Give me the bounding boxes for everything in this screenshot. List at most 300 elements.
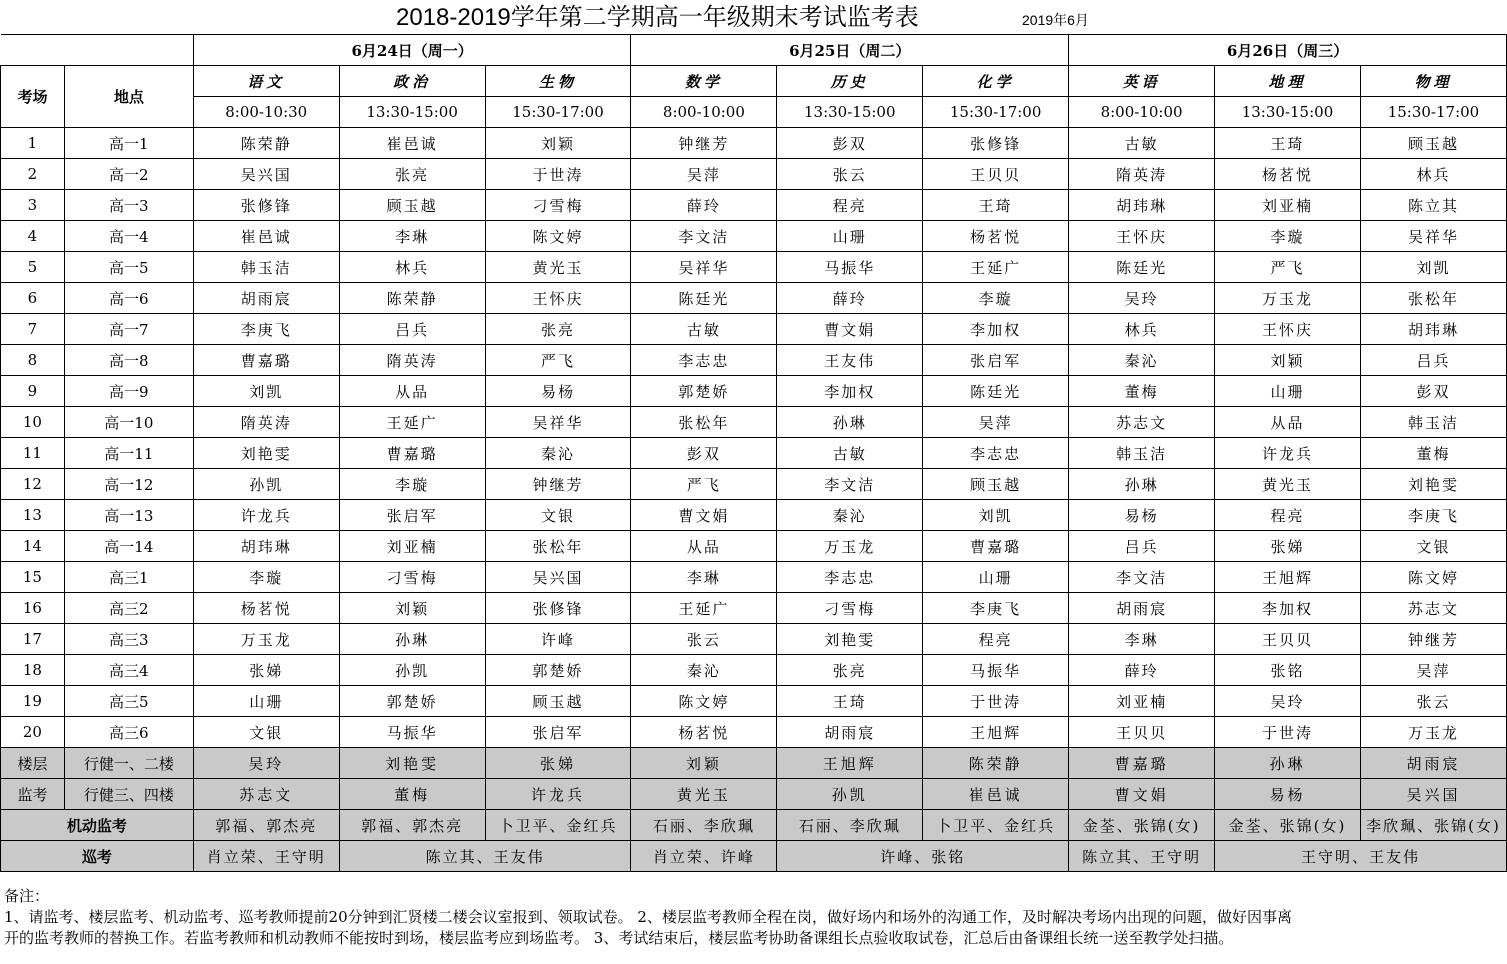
proctor-name: 杨茗悦	[923, 221, 1069, 252]
room-number: 18	[1, 655, 65, 686]
table-row	[1, 252, 1507, 283]
proctor-name: 林兵	[1069, 314, 1215, 345]
floor-label: 楼层	[1, 748, 65, 779]
proctor-name: 秦沁	[485, 438, 631, 469]
proctor-name: 黄光玉	[485, 252, 631, 283]
proctor-name: 王琦	[923, 190, 1069, 221]
proctor-name: 山珊	[923, 562, 1069, 593]
proctor-name: 董梅	[1360, 438, 1506, 469]
room-number: 16	[1, 593, 65, 624]
subject-header: 地理	[1215, 66, 1361, 97]
proctor-name: 李璇	[193, 562, 339, 593]
proctor-name: 李琳	[631, 562, 777, 593]
day-header: 6月26日（周三）	[1069, 35, 1507, 66]
proctor-name: 易杨	[1069, 500, 1215, 531]
proctor-name: 韩玉洁	[193, 252, 339, 283]
proctor-name: 孙琳	[339, 624, 485, 655]
table-row	[1, 717, 1507, 748]
proctor-name: 钟继芳	[485, 469, 631, 500]
room-location: 高三2	[64, 593, 193, 624]
proctor-name: 崔邑诚	[339, 128, 485, 159]
proctor-name: 胡雨宸	[1069, 593, 1215, 624]
header-blank	[1, 35, 194, 66]
table-row	[1, 283, 1507, 314]
mobile-proctor-names: 石丽、李欣珮	[777, 810, 923, 841]
proctor-name: 杨茗悦	[631, 717, 777, 748]
notes-heading: 备注：	[4, 887, 50, 905]
proctor-name: 王旭辉	[1215, 562, 1361, 593]
time-header: 8:00-10:00	[1069, 97, 1215, 128]
proctor-name: 顾玉越	[485, 686, 631, 717]
proctor-name: 崔邑诚	[193, 221, 339, 252]
subject-header: 语文	[193, 66, 339, 97]
proctor-name: 古敏	[777, 438, 923, 469]
proctor-name: 彭双	[777, 128, 923, 159]
proctor-name: 杨茗悦	[1215, 159, 1361, 190]
floor-proctor-name: 易杨	[1215, 779, 1361, 810]
room-location: 高一12	[64, 469, 193, 500]
room-number: 13	[1, 500, 65, 531]
proctor-name: 山珊	[777, 221, 923, 252]
proctor-name: 从品	[1215, 407, 1361, 438]
proctor-name: 许峰	[485, 624, 631, 655]
floor-proctor-name: 许龙兵	[485, 779, 631, 810]
proctor-name: 刘凯	[1360, 252, 1506, 283]
proctor-name: 胡玮琳	[193, 531, 339, 562]
proctor-name: 文银	[193, 717, 339, 748]
room-location: 高三3	[64, 624, 193, 655]
proctor-name: 吴兴国	[485, 562, 631, 593]
table-row	[1, 376, 1507, 407]
notes	[4, 886, 1502, 949]
proctor-name: 李庚飞	[193, 314, 339, 345]
proctor-name: 许龙兵	[193, 500, 339, 531]
table-row	[1, 655, 1507, 686]
room-location: 高一10	[64, 407, 193, 438]
table-row	[1, 624, 1507, 655]
proctor-name: 吕兵	[1360, 345, 1506, 376]
proctor-name: 王延广	[339, 407, 485, 438]
proctor-name: 林兵	[339, 252, 485, 283]
proctor-name: 吴玲	[1069, 283, 1215, 314]
proctor-name: 李文洁	[1069, 562, 1215, 593]
proctor-name: 于世涛	[1215, 717, 1361, 748]
room-number: 6	[1, 283, 65, 314]
proctor-name: 杨茗悦	[193, 593, 339, 624]
floor-proctor-name: 吴兴国	[1360, 779, 1506, 810]
room-location: 高一5	[64, 252, 193, 283]
proctor-name: 孙凯	[339, 655, 485, 686]
proctor-name: 苏志文	[1069, 407, 1215, 438]
table-row	[1, 128, 1507, 159]
proctor-name: 王琦	[777, 686, 923, 717]
proctor-name: 马振华	[923, 655, 1069, 686]
proctor-name: 李庚飞	[1360, 500, 1506, 531]
proctor-name: 山珊	[1215, 376, 1361, 407]
patrol-names: 许峰、张铭	[777, 841, 1069, 872]
proctor-name: 万玉龙	[193, 624, 339, 655]
proctor-name: 钟继芳	[1360, 624, 1506, 655]
floor-proctor-name: 陈荣静	[923, 748, 1069, 779]
proctor-name: 李璇	[923, 283, 1069, 314]
proctor-name: 董梅	[1069, 376, 1215, 407]
proctor-name: 于世涛	[923, 686, 1069, 717]
mobile-proctor-names: 李欣珮、张锦(女)	[1360, 810, 1506, 841]
mobile-proctor-names: 金荃、张锦(女)	[1069, 810, 1215, 841]
proctor-name: 从品	[631, 531, 777, 562]
proctor-name: 胡雨宸	[777, 717, 923, 748]
proctor-name: 钟继芳	[631, 128, 777, 159]
proctor-name: 刘凯	[193, 376, 339, 407]
proctor-name: 张启军	[485, 717, 631, 748]
table-row	[1, 531, 1507, 562]
proctor-name: 张亮	[485, 314, 631, 345]
proctor-name: 严飞	[485, 345, 631, 376]
proctor-name: 薛玲	[1069, 655, 1215, 686]
proctor-name: 张亮	[339, 159, 485, 190]
patrol-label: 巡考	[1, 841, 194, 872]
mobile-proctor-names: 卜卫平、金红兵	[485, 810, 631, 841]
proctor-name: 陈文婷	[1360, 562, 1506, 593]
proctor-name: 吕兵	[1069, 531, 1215, 562]
proctor-name: 刘凯	[923, 500, 1069, 531]
proctor-name: 刘亚楠	[339, 531, 485, 562]
proctor-name: 山珊	[193, 686, 339, 717]
floor-proctor-name: 刘颖	[631, 748, 777, 779]
proctor-name: 陈廷光	[923, 376, 1069, 407]
day-header: 6月24日（周一）	[193, 35, 631, 66]
proctor-name: 刁雪梅	[777, 593, 923, 624]
proctor-name: 张松年	[631, 407, 777, 438]
mobile-proctor-names: 郭福、郭杰亮	[339, 810, 485, 841]
mobile-proctor-row	[1, 810, 1507, 841]
proctor-name: 孙琳	[777, 407, 923, 438]
room-number: 3	[1, 190, 65, 221]
schedule-table	[0, 34, 1507, 872]
time-header: 15:30-17:00	[923, 97, 1069, 128]
room-location: 高三5	[64, 686, 193, 717]
proctor-name: 李璇	[339, 469, 485, 500]
proctor-name: 薛玲	[631, 190, 777, 221]
proctor-name: 吴祥华	[485, 407, 631, 438]
proctor-name: 陈廷光	[631, 283, 777, 314]
room-number: 9	[1, 376, 65, 407]
proctor-name: 马振华	[339, 717, 485, 748]
proctor-name: 王怀庆	[1215, 314, 1361, 345]
proctor-name: 顾玉越	[339, 190, 485, 221]
proctor-name: 陈文婷	[485, 221, 631, 252]
proctor-name: 张娣	[1215, 531, 1361, 562]
proctor-name: 郭楚娇	[631, 376, 777, 407]
floor-proctor-name: 胡雨宸	[1360, 748, 1506, 779]
proctor-name: 陈荣静	[339, 283, 485, 314]
patrol-names: 肖立荣、许峰	[631, 841, 777, 872]
table-row	[1, 314, 1507, 345]
proctor-name: 张修锋	[485, 593, 631, 624]
proctor-name: 李志忠	[777, 562, 923, 593]
subject-header: 英语	[1069, 66, 1215, 97]
location-header: 地点	[64, 66, 193, 128]
proctor-name: 秦沁	[631, 655, 777, 686]
room-location: 高一7	[64, 314, 193, 345]
patrol-names: 陈立其、王守明	[1069, 841, 1215, 872]
proctor-name: 李琳	[339, 221, 485, 252]
room-number: 8	[1, 345, 65, 376]
proctor-name: 李璇	[1215, 221, 1361, 252]
floor-proctor-name: 黄光玉	[631, 779, 777, 810]
floor-proctor-row	[1, 779, 1507, 810]
proctor-name: 李文洁	[777, 469, 923, 500]
proctor-name: 张修锋	[193, 190, 339, 221]
proctor-name: 吴萍	[631, 159, 777, 190]
proctor-name: 程亮	[777, 190, 923, 221]
proctor-name: 吕兵	[339, 314, 485, 345]
table-row	[1, 438, 1507, 469]
proctor-name: 韩玉洁	[1069, 438, 1215, 469]
proctor-name: 刁雪梅	[485, 190, 631, 221]
proctor-name: 吴祥华	[1360, 221, 1506, 252]
proctor-name: 从品	[339, 376, 485, 407]
proctor-name: 曹文娟	[631, 500, 777, 531]
room-number: 20	[1, 717, 65, 748]
proctor-name: 万玉龙	[1360, 717, 1506, 748]
floor-location: 行健一、二楼	[64, 748, 193, 779]
room-number: 2	[1, 159, 65, 190]
title-bar	[0, 0, 1507, 34]
room-location: 高一4	[64, 221, 193, 252]
room-location: 高一6	[64, 283, 193, 314]
room-number: 7	[1, 314, 65, 345]
room-location: 高一14	[64, 531, 193, 562]
proctor-name: 吴萍	[923, 407, 1069, 438]
patrol-names: 陈立其、王友伟	[339, 841, 631, 872]
proctor-name: 易杨	[485, 376, 631, 407]
room-location: 高一9	[64, 376, 193, 407]
proctor-name: 刘亚楠	[1069, 686, 1215, 717]
proctor-name: 胡雨宸	[193, 283, 339, 314]
proctor-name: 隋英涛	[339, 345, 485, 376]
time-header: 13:30-15:00	[777, 97, 923, 128]
proctor-name: 张亮	[777, 655, 923, 686]
time-header: 8:00-10:00	[631, 97, 777, 128]
proctor-name: 刘颖	[485, 128, 631, 159]
proctor-name: 吴兴国	[193, 159, 339, 190]
table-row	[1, 159, 1507, 190]
proctor-name: 刘艳雯	[1360, 469, 1506, 500]
room-number: 15	[1, 562, 65, 593]
proctor-name: 陈文婷	[631, 686, 777, 717]
room-number: 4	[1, 221, 65, 252]
floor-proctor-name: 苏志文	[193, 779, 339, 810]
room-location: 高一11	[64, 438, 193, 469]
time-header: 15:30-17:00	[1360, 97, 1506, 128]
proctor-name: 陈荣静	[193, 128, 339, 159]
proctor-name: 韩玉洁	[1360, 407, 1506, 438]
proctor-name: 王贝贝	[1215, 624, 1361, 655]
proctor-name: 顾玉越	[1360, 128, 1506, 159]
proctor-name: 秦沁	[1069, 345, 1215, 376]
proctor-name: 于世涛	[485, 159, 631, 190]
table-row	[1, 221, 1507, 252]
proctor-name: 刘艳雯	[777, 624, 923, 655]
proctor-name: 王延广	[923, 252, 1069, 283]
proctor-name: 张松年	[1360, 283, 1506, 314]
floor-proctor-name: 王旭辉	[777, 748, 923, 779]
table-row	[1, 407, 1507, 438]
proctor-name: 陈廷光	[1069, 252, 1215, 283]
proctor-name: 胡玮琳	[1069, 190, 1215, 221]
proctor-name: 程亮	[923, 624, 1069, 655]
table-row	[1, 562, 1507, 593]
proctor-name: 薛玲	[777, 283, 923, 314]
date-note: 2019年6月	[1022, 12, 1089, 28]
proctor-name: 刘颖	[339, 593, 485, 624]
proctor-name: 万玉龙	[777, 531, 923, 562]
proctor-name: 张铭	[1215, 655, 1361, 686]
notes-line-2: 开的监考教师的替换工作。若监考教师和机动教师不能按时到场，楼层监考应到场监考。 3、考试结束后，楼层监考协助备课组长点验收取试卷，汇总后由备课组长统一送至教学处扫描。	[4, 929, 1234, 947]
room-number: 5	[1, 252, 65, 283]
table-row	[1, 190, 1507, 221]
floor-proctor-name: 曹文娟	[1069, 779, 1215, 810]
proctor-name: 李加权	[923, 314, 1069, 345]
room-number: 17	[1, 624, 65, 655]
proctor-name: 刘亚楠	[1215, 190, 1361, 221]
mobile-proctor-names: 金荃、张锦(女)	[1215, 810, 1361, 841]
proctor-name: 李庚飞	[923, 593, 1069, 624]
mobile-label: 机动监考	[1, 810, 194, 841]
proctor-name: 王旭辉	[923, 717, 1069, 748]
proctor-name: 张修锋	[923, 128, 1069, 159]
subject-header: 历史	[777, 66, 923, 97]
subject-header: 生物	[485, 66, 631, 97]
proctor-name: 张云	[777, 159, 923, 190]
proctor-name: 王怀庆	[1069, 221, 1215, 252]
floor-proctor-name: 吴玲	[193, 748, 339, 779]
proctor-name: 孙琳	[1069, 469, 1215, 500]
proctor-name: 文银	[485, 500, 631, 531]
room-number: 12	[1, 469, 65, 500]
proctor-name: 王延广	[631, 593, 777, 624]
day-header: 6月25日（周二）	[631, 35, 1069, 66]
proctor-name: 王怀庆	[485, 283, 631, 314]
room-number: 14	[1, 531, 65, 562]
patrol-names: 王守明、王友伟	[1215, 841, 1507, 872]
proctor-name: 王贝贝	[923, 159, 1069, 190]
notes-line-1: 1、请监考、楼层监考、机动监考、巡考教师提前20分钟到汇贤楼二楼会议室报到、领取试卷。 2、楼层监考教师全程在岗，做好场内和场外的沟通工作，及时解决考场内出现的问题，做好因事离	[4, 908, 1292, 926]
proctor-name: 许龙兵	[1215, 438, 1361, 469]
patrol-row	[1, 841, 1507, 872]
proctor-name: 王友伟	[777, 345, 923, 376]
proctor-name: 严飞	[1215, 252, 1361, 283]
subject-header: 数学	[631, 66, 777, 97]
floor-proctor-name: 崔邑诚	[923, 779, 1069, 810]
room-number: 11	[1, 438, 65, 469]
proctor-name: 刁雪梅	[339, 562, 485, 593]
proctor-name: 曹嘉璐	[193, 345, 339, 376]
proctor-name: 李志忠	[631, 345, 777, 376]
floor-location: 行健三、四楼	[64, 779, 193, 810]
floor-label: 监考	[1, 779, 65, 810]
room-number: 1	[1, 128, 65, 159]
proctor-name: 张启军	[923, 345, 1069, 376]
proctor-name: 彭双	[1360, 376, 1506, 407]
proctor-name: 文银	[1360, 531, 1506, 562]
table-row	[1, 500, 1507, 531]
room-location: 高三1	[64, 562, 193, 593]
proctor-name: 胡玮琳	[1360, 314, 1506, 345]
proctor-name: 马振华	[777, 252, 923, 283]
room-location: 高一1	[64, 128, 193, 159]
proctor-name: 刘艳雯	[193, 438, 339, 469]
floor-proctor-name: 刘艳雯	[339, 748, 485, 779]
floor-proctor-row	[1, 748, 1507, 779]
proctor-name: 刘颖	[1215, 345, 1361, 376]
proctor-name: 林兵	[1360, 159, 1506, 190]
proctor-name: 彭双	[631, 438, 777, 469]
proctor-name: 程亮	[1215, 500, 1361, 531]
proctor-name: 郭楚娇	[485, 655, 631, 686]
proctor-name: 黄光玉	[1215, 469, 1361, 500]
proctor-name: 古敏	[631, 314, 777, 345]
proctor-name: 李琳	[1069, 624, 1215, 655]
proctor-name: 万玉龙	[1215, 283, 1361, 314]
time-header: 15:30-17:00	[485, 97, 631, 128]
proctor-name: 隋英涛	[1069, 159, 1215, 190]
mobile-proctor-names: 石丽、李欣珮	[631, 810, 777, 841]
room-header: 考场	[1, 66, 65, 128]
table-row	[1, 686, 1507, 717]
proctor-name: 孙凯	[193, 469, 339, 500]
proctor-name: 张云	[631, 624, 777, 655]
mobile-proctor-names: 卜卫平、金红兵	[923, 810, 1069, 841]
proctor-name: 李志忠	[923, 438, 1069, 469]
room-location: 高一8	[64, 345, 193, 376]
table-row	[1, 469, 1507, 500]
proctor-name: 隋英涛	[193, 407, 339, 438]
floor-proctor-name: 孙琳	[1215, 748, 1361, 779]
room-number: 19	[1, 686, 65, 717]
proctor-name: 吴祥华	[631, 252, 777, 283]
floor-proctor-name: 董梅	[339, 779, 485, 810]
time-header: 13:30-15:00	[1215, 97, 1361, 128]
proctor-name: 李文洁	[631, 221, 777, 252]
proctor-name: 郭楚娇	[339, 686, 485, 717]
room-location: 高一13	[64, 500, 193, 531]
patrol-names: 肖立荣、王守明	[193, 841, 339, 872]
proctor-name: 曹嘉璐	[339, 438, 485, 469]
proctor-name: 陈立其	[1360, 190, 1506, 221]
proctor-name: 张松年	[485, 531, 631, 562]
floor-proctor-name: 曹嘉璐	[1069, 748, 1215, 779]
room-location: 高一2	[64, 159, 193, 190]
proctor-name: 曹嘉璐	[923, 531, 1069, 562]
proctor-name: 吴玲	[1215, 686, 1361, 717]
proctor-name: 顾玉越	[923, 469, 1069, 500]
room-number: 10	[1, 407, 65, 438]
mobile-proctor-names: 郭福、郭杰亮	[193, 810, 339, 841]
table-row	[1, 593, 1507, 624]
table-row	[1, 345, 1507, 376]
subject-header: 物理	[1360, 66, 1506, 97]
proctor-name: 古敏	[1069, 128, 1215, 159]
proctor-name: 王贝贝	[1069, 717, 1215, 748]
proctor-name: 张娣	[193, 655, 339, 686]
room-location: 高三6	[64, 717, 193, 748]
floor-proctor-name: 孙凯	[777, 779, 923, 810]
time-header: 8:00-10:30	[193, 97, 339, 128]
proctor-name: 李加权	[1215, 593, 1361, 624]
proctor-name: 李加权	[777, 376, 923, 407]
